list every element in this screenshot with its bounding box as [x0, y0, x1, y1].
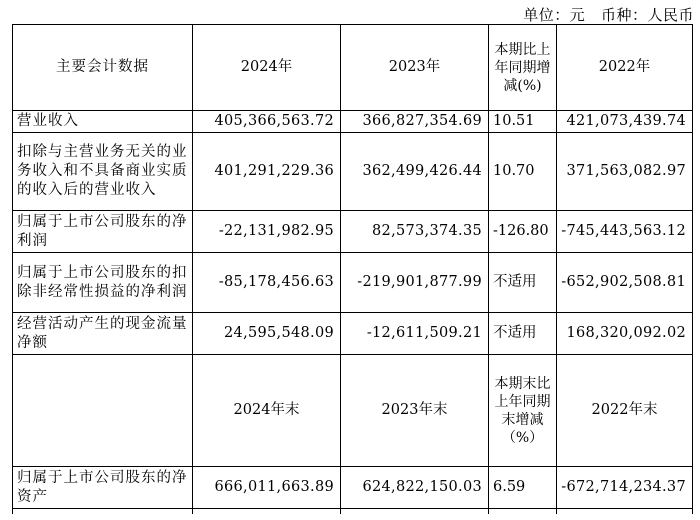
value-2024: -22,131,982.95 — [193, 211, 341, 253]
row-label: 经营活动产生的现金流量净额 — [13, 313, 193, 355]
table-row — [13, 111, 693, 133]
col-header-change-end: 本期末比上年同期末增减（%） — [489, 355, 557, 467]
value-change: 10.70 — [489, 133, 557, 211]
col-header-2023-end: 2023年末 — [341, 355, 489, 467]
value-2024: 405,366,563.72 — [193, 111, 341, 133]
col-header-2023: 2023年 — [341, 25, 489, 111]
value-2024: 401,291,229.36 — [193, 133, 341, 211]
cut-cell — [193, 509, 341, 514]
value-2023: 82,573,374.35 — [341, 211, 489, 253]
cut-cell — [341, 509, 489, 514]
value-2022: -672,714,234.37 — [557, 467, 693, 509]
value-2023: -219,901,877.99 — [341, 253, 489, 313]
table-row — [13, 467, 693, 509]
value-change: 不适用 — [489, 253, 557, 313]
table-row — [13, 313, 693, 355]
row-label: 归属于上市公司股东的净利润 — [13, 211, 193, 253]
col-header-2024-end: 2024年末 — [193, 355, 341, 467]
table-row-cut-off — [13, 509, 693, 514]
header-row-period-end — [13, 355, 693, 467]
row-label: 营业收入 — [13, 111, 193, 133]
value-2022: -652,902,508.81 — [557, 253, 693, 313]
col-header-2024: 2024年 — [193, 25, 341, 111]
col-header-2022: 2022年 — [557, 25, 693, 111]
cut-cell — [489, 509, 557, 514]
unit-currency-note: 单位：元 币种：人民币 — [523, 6, 694, 24]
col-header-label: 主要会计数据 — [13, 25, 193, 111]
table-row — [13, 211, 693, 253]
key-accounting-data-table — [12, 24, 693, 514]
value-2024: 666,011,663.89 — [193, 467, 341, 509]
row-label: 归属于上市公司股东的净资产 — [13, 467, 193, 509]
cut-cell — [557, 509, 693, 514]
table-row — [13, 253, 693, 313]
value-2022: -745,443,563.12 — [557, 211, 693, 253]
value-2022: 371,563,082.97 — [557, 133, 693, 211]
value-2023: 624,822,150.03 — [341, 467, 489, 509]
col-header-2022-end: 2022年末 — [557, 355, 693, 467]
value-2024: 24,595,548.09 — [193, 313, 341, 355]
col-header-change: 本期比上年同期增减(%) — [489, 25, 557, 111]
value-2024: -85,178,456.63 — [193, 253, 341, 313]
row-label: 扣除与主营业务无关的业务收入和不具备商业实质的收入后的营业收入 — [13, 133, 193, 211]
value-change: -126.80 — [489, 211, 557, 253]
value-2023: 362,499,426.44 — [341, 133, 489, 211]
value-2023: -12,611,509.21 — [341, 313, 489, 355]
value-change: 不适用 — [489, 313, 557, 355]
table-row — [13, 133, 693, 211]
value-change: 6.59 — [489, 467, 557, 509]
cut-cell — [13, 509, 193, 514]
header-row — [13, 25, 693, 111]
value-2023: 366,827,354.69 — [341, 111, 489, 133]
row-label: 归属于上市公司股东的扣除非经常性损益的净利润 — [13, 253, 193, 313]
value-2022: 168,320,092.02 — [557, 313, 693, 355]
value-change: 10.51 — [489, 111, 557, 133]
value-2022: 421,073,439.74 — [557, 111, 693, 133]
col-header-label — [13, 355, 193, 467]
